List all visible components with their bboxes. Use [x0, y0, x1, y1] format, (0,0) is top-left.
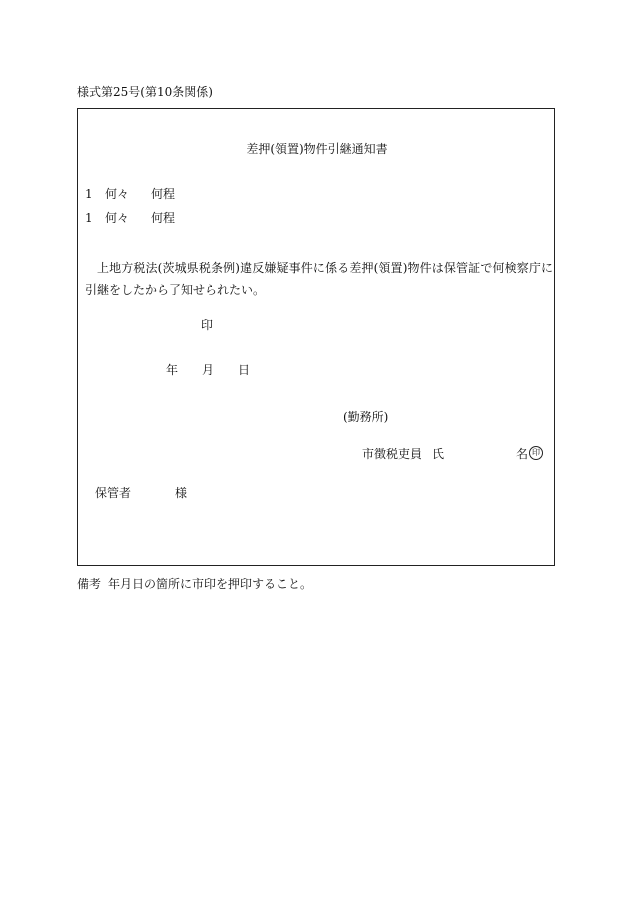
name-label: 名: [516, 446, 529, 461]
addressee-label: 保管者: [95, 486, 132, 500]
date-year-label: 年: [166, 363, 179, 377]
remarks-label: 備考: [77, 577, 102, 591]
office-label: (勤務所): [343, 410, 389, 424]
item-label: 何々: [105, 211, 130, 225]
addressee-row: [95, 487, 187, 499]
item-row: [85, 212, 175, 224]
item-value: 何程: [151, 211, 176, 225]
document-title: 差押(領置)物件引継通知書: [246, 142, 388, 156]
item-label: 何々: [105, 187, 130, 201]
seal-icon: 印: [529, 446, 543, 460]
form-number: 様式第25号(第10条関係): [77, 85, 213, 99]
notice-frame: [77, 108, 555, 566]
date-month-label: 月: [202, 363, 215, 377]
item-row: [85, 188, 175, 200]
official-title: 市徴税吏員: [362, 446, 423, 461]
stamp-label: 印: [201, 318, 214, 332]
item-value: 何程: [151, 187, 176, 201]
item-number: 1: [85, 187, 93, 201]
official-signature-row: [362, 447, 543, 461]
date-row: [166, 364, 250, 376]
remarks: [77, 578, 312, 590]
addressee-honorific: 様: [175, 486, 188, 500]
date-day-label: 日: [238, 363, 251, 377]
remarks-text: 年月日の箇所に市印を押印すること。: [108, 577, 313, 591]
notice-body: 上地方税法(茨城県税条例)違反嫌疑事件に係る差押(領置)物件は保管証で何検察庁に引継をしたから了知せられたい。: [85, 261, 553, 297]
surname-label: 氏: [432, 446, 445, 461]
item-number: 1: [85, 211, 93, 225]
